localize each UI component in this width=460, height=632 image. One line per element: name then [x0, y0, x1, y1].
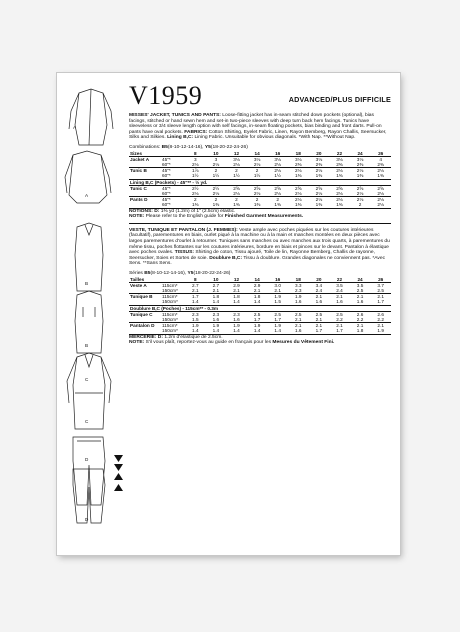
fabric-width: 150cm* [162, 287, 178, 293]
yardage-cell: 1.9 [288, 294, 309, 300]
yardage-cell: 1.7 [274, 316, 281, 322]
size-header-cell: 10 [206, 151, 227, 157]
yardage-cell: 1.9 [206, 323, 227, 329]
yardage-cell: 1⅜ [253, 202, 261, 208]
yardage-cell: 2⅛ [233, 161, 240, 167]
yardage-cell: 3.0 [267, 282, 288, 288]
yardage-cell: 1⅜ [336, 173, 343, 179]
pattern-number: V1959 [129, 81, 203, 110]
yardage-cell: 2⅛ [212, 190, 220, 196]
yardage-cell: 2⅝ [350, 185, 371, 191]
figure-label: D [85, 457, 89, 462]
yardage-cell: 2⅛ [309, 168, 330, 174]
yardage-cell: 2⅛ [329, 168, 350, 174]
yardage-cell: 1.4 [192, 299, 199, 305]
yardage-cell: 2 [226, 197, 247, 203]
yardage-cell: 2.1 [288, 323, 309, 329]
yardage-cell: 1⅜ [315, 173, 323, 179]
english-note: NOTE: Please refer to the English guide for Finished Garment Measurements. [129, 214, 304, 220]
fabric-width: 115cm* [161, 294, 185, 300]
english-body: Loose-fitting jacket has in-seam stitched down pockets (optional), bias facings, stitched or hand sewn hem and set-in two-piece sleeves with deep turn back hem facings. Tunics have sleeveless or 3/4 sleeve length option with self facings, in-seam floating pockets, bias binding and front darts. Pull-on pants have oval pockets. [129, 113, 382, 135]
yardage-cell: 2 [267, 197, 288, 203]
yardage-cell: 2⅜ [377, 161, 384, 167]
yardage-cell: 2.1 [274, 287, 281, 293]
yardage-cell: 1.6 [336, 299, 343, 305]
yardage-cell: 3.5 [329, 282, 350, 288]
english-title: MISSES' JACKET, TUNICS AND PANTS: [129, 113, 221, 118]
english-notions: NOTIONS: D: 1⅜ yd (1.2m) of 1" (2.5cm) elastic. [129, 208, 391, 215]
yardage-cell: 2⅛ [336, 190, 343, 196]
envelope-text [129, 81, 391, 346]
yardage-cell: 1½ [253, 173, 261, 179]
yardage-cell: 2.3 [185, 311, 206, 317]
yardage-cell: 2⅜ [295, 161, 302, 167]
yardage-cell: 1⅜ [356, 173, 364, 179]
yardage-cell: 1.4 [192, 328, 199, 334]
yardage-cell: 1⅜ [295, 202, 302, 208]
fabric-width: 45"* [161, 197, 185, 203]
yardage-cell: 2.1 [253, 287, 261, 293]
figure-label: C [85, 377, 89, 382]
yardage-cell: 2.9 [226, 282, 247, 288]
yardage-cell: 2⅝ [247, 185, 268, 191]
yardage-cell: 1.6 [233, 316, 240, 322]
size-header-cell: 20 [309, 151, 330, 157]
yardage-cell: 1.6 [315, 299, 323, 305]
garment-label: Tunique B [129, 294, 161, 300]
yardage-cell: 2⅛ [377, 202, 384, 208]
yardage-cell: 1.4 [253, 299, 261, 305]
fabric-width: 150cm* [162, 316, 178, 322]
fabric-width: 115cm* [161, 282, 185, 288]
lining-row-label: Doublure B,C (Poches) - 115cm** - 0.3m [129, 305, 391, 311]
yardage-cell: 2.3 [226, 311, 247, 317]
yardage-cell: 2⅛ [350, 168, 371, 174]
fabric-width: 45"* [161, 156, 185, 162]
garment-label: Jacket A [129, 156, 161, 162]
french-description [129, 228, 391, 267]
size-header-cell: 14 [247, 277, 268, 283]
french-fabrics-label: TISSUS: [174, 250, 194, 256]
yardage-cell: 1.5 [192, 316, 199, 322]
size-header-cell: 18 [288, 151, 309, 157]
yardage-cell: 3⅛ [247, 156, 268, 162]
fabric-width: 150cm* [162, 299, 178, 305]
yardage-cell: 1⅜ [233, 202, 240, 208]
size-header-cell: 10 [206, 277, 227, 283]
yardage-cell: 2.4 [336, 287, 343, 293]
yardage-cell: 2.5 [247, 311, 268, 317]
yardage-cell: 2⅛ [370, 197, 391, 203]
yardage-cell: 2⅛ [192, 190, 199, 196]
yardage-cell: 1.7 [315, 328, 323, 334]
yardage-cell: 1½ [192, 173, 199, 179]
yardage-cell: 2.1 [350, 323, 371, 329]
yardage-cell: 1.4 [212, 299, 220, 305]
yardage-cell: 1⅜ [212, 202, 220, 208]
yardage-cell: 2.2 [336, 316, 343, 322]
figure-label: D [85, 517, 89, 522]
french-series: Séries B5(8-10-12-14-16), Y5(18-20-22-24-26) [129, 270, 231, 276]
french-lining-label: Doublure B,C: [209, 255, 243, 261]
yardage-cell: 1.7 [336, 328, 343, 334]
yardage-cell: 2 [206, 197, 227, 203]
yardage-cell: 2.9 [247, 282, 268, 288]
fabric-width: 150cm* [162, 328, 178, 334]
garment-label: Tunic B [129, 168, 161, 174]
yardage-cell: 3.7 [370, 282, 391, 288]
fabric-width: 45"* [161, 185, 185, 191]
yardage-cell: 2⅛ [212, 161, 220, 167]
yardage-cell: 1⅜ [377, 173, 384, 179]
yardage-cell: 1.4 [253, 328, 261, 334]
yardage-cell: 2⅛ [309, 197, 330, 203]
yardage-cell: 3⅛ [267, 156, 288, 162]
yardage-cell: 2⅛ [267, 168, 288, 174]
yardage-cell: 1.5 [274, 299, 281, 305]
yardage-cell: 2.7 [206, 282, 227, 288]
yardage-cell: 3.5 [350, 282, 371, 288]
yardage-cell: 4 [370, 156, 391, 162]
yardage-cell: 1.9 [377, 328, 384, 334]
figure-label: C [85, 419, 89, 424]
yardage-cell: 2.3 [295, 287, 302, 293]
garment-label: Tunic C [129, 185, 161, 191]
fabric-width: 115cm* [161, 323, 185, 329]
yardage-cell: 2.5 [329, 311, 350, 317]
yardage-cell: 1.9 [247, 323, 268, 329]
figure-label: B [85, 343, 89, 348]
yardage-cell: 3.4 [309, 282, 330, 288]
yardage-cell: 2⅝ [370, 185, 391, 191]
yardage-cell: 2.1 [329, 294, 350, 300]
yardage-cell: 2⅛ [288, 197, 309, 203]
french-note: NOTE: S'il vous plaît, reportez-vous au guide en français pour les Mesures du Vêtement Fini. [129, 340, 335, 346]
yardage-cell: 2⅛ [295, 190, 302, 196]
size-header-cell: 26 [370, 151, 391, 157]
size-header-cell: 18 [288, 277, 309, 283]
yardage-cell: 2.5 [377, 287, 384, 293]
yardage-cell: 1.7 [377, 299, 384, 305]
yardage-cell: 2 [358, 202, 362, 208]
size-header-cell: 24 [350, 151, 371, 157]
yardage-cell: 2 [185, 197, 206, 203]
yardage-cell: 2⅛ [315, 190, 323, 196]
yardage-cell: 2.1 [192, 287, 199, 293]
lining-row-label: Lining B,C (Pockets) - 45"** - ½ yd. [129, 179, 391, 185]
size-header-cell: 22 [329, 151, 350, 157]
yardage-cell: 1⅜ [315, 202, 323, 208]
nap-direction-icon [114, 455, 123, 491]
yardage-cell: 3⅛ [350, 156, 371, 162]
yardage-cell: 3⅛ [226, 156, 247, 162]
garment-label: Pants D [129, 197, 161, 203]
yardage-cell: 3 [185, 156, 206, 162]
yardage-cell: 2⅛ [356, 190, 364, 196]
yardage-cell: 2.7 [185, 282, 206, 288]
yardage-cell: 2⅛ [350, 197, 371, 203]
fabric-width: 45"* [161, 168, 185, 174]
yardage-cell: 1.4 [212, 328, 220, 334]
yardage-cell: 1.7 [253, 316, 261, 322]
size-header-cell: 8 [185, 151, 206, 157]
english-fabrics: Cotton Shirting, Eyelet Fabric, Linen, Rayon Bemberg, Rayon Challis, Seersucker, Silks and Silkies. [129, 129, 387, 141]
english-combinations: Combinations: B5(8-10-12-14-16), Y5(18-20-22-24-26) [129, 144, 248, 150]
size-header-cell: 20 [309, 277, 330, 283]
yardage-cell: 2.1 [212, 287, 220, 293]
yardage-cell: 1.7 [185, 294, 206, 300]
english-description [129, 113, 391, 141]
figure-label: B [85, 281, 89, 286]
yardage-cell: 2 [206, 168, 227, 174]
yardage-cell: 2.5 [267, 311, 288, 317]
english-lining-label: Lining B,C: [167, 135, 194, 141]
yardage-cell: 2.1 [309, 294, 330, 300]
figure-label: A [73, 125, 77, 130]
yardage-cell: 2.1 [370, 323, 391, 329]
size-header-cell: 22 [329, 277, 350, 283]
yardage-cell: 1⅜ [192, 202, 199, 208]
english-fabrics-label: FABRICS: [184, 129, 208, 135]
yardage-cell: 2⅛ [233, 190, 240, 196]
yardage-cell: 1.9 [226, 323, 247, 329]
size-header-cell: 16 [267, 277, 288, 283]
yardage-cell: 1⅜ [336, 202, 343, 208]
yardage-cell: 2.1 [350, 294, 371, 300]
size-header-cell: 8 [185, 277, 206, 283]
yardage-cell: 2½ [185, 185, 206, 191]
garment-label: Pantalon D [129, 323, 161, 329]
yardage-cell: 2.1 [329, 323, 350, 329]
french-body: Veste ample avec poches piquées sur les coutures intérieures (facultatif), parementures en biais, ourlet piqué à la machine ou à la main et manches montées en deux pièces avec larges parementures d'ourlet à retourner. Tuniques sans manches ou avec manches aux trois quarts, à parementures du même tissu, poches flottantes sur les coutures intérieures, bordure en biais et pinces sur le devant. Pantalon à élastique avec poches ovales. [129, 227, 390, 256]
yardage-cell: 3⅛ [329, 156, 350, 162]
yardage-cell: 2⅛ [288, 168, 309, 174]
yardage-cell: 2 [226, 168, 247, 174]
figure-label: A [85, 193, 89, 198]
yardage-cell: 2.5 [288, 311, 309, 317]
yardage-cell: 2 [247, 197, 268, 203]
yardage-cell: 2.1 [295, 316, 302, 322]
yardage-cell: 1.9 [267, 323, 288, 329]
yardage-cell: 2⅝ [329, 185, 350, 191]
english-yardage-table [129, 151, 391, 208]
yardage-cell: 2.5 [356, 287, 364, 293]
yardage-cell: 1.6 [212, 316, 220, 322]
yardage-cell: 2⅛ [253, 161, 261, 167]
size-header-cell: 14 [247, 151, 268, 157]
fabric-width: 60"* [162, 202, 171, 208]
yardage-cell: 2⅝ [288, 185, 309, 191]
yardage-cell: 2.2 [356, 316, 364, 322]
yardage-cell: 1⅜ [295, 173, 302, 179]
english-lining: Lining Fabric. Unsuitable for obvious diagonals. *With Nap. **Without Nap. [194, 135, 356, 141]
sizes-label: Sizes [129, 151, 161, 157]
yardage-cell: 2⅛ [192, 161, 199, 167]
yardage-cell: 2½ [206, 185, 227, 191]
yardage-cell: 1.8 [356, 328, 364, 334]
french-fabrics: Shirting de coton, Tissu ajouré, Toile de lin, Rayonne Bemberg, Challis de rayonne, Seersucker, Soies et Sortes de soie. [129, 250, 375, 261]
yardage-cell: 1.6 [356, 299, 364, 305]
french-notions: MERCERIE: D: 1.2m d'élastique de 2.5cm. [129, 334, 391, 341]
yardage-cell: 2⅝ [226, 185, 247, 191]
yardage-cell: 2.1 [309, 323, 330, 329]
yardage-cell: 1.9 [185, 323, 206, 329]
yardage-cell: 2⅛ [274, 190, 281, 196]
pattern-envelope-back [57, 73, 400, 555]
yardage-cell: 2⅛ [253, 190, 261, 196]
yardage-cell: 2⅜ [315, 161, 323, 167]
yardage-cell: 1.6 [295, 299, 302, 305]
yardage-cell: 1½ [233, 173, 240, 179]
yardage-cell: 1.4 [233, 299, 240, 305]
yardage-cell: 2.2 [377, 316, 384, 322]
garment-illustrations [59, 85, 121, 525]
fabric-width: 60"* [162, 190, 171, 196]
yardage-cell: 3⅛ [288, 156, 309, 162]
yardage-cell: 2.6 [350, 311, 371, 317]
section-divider [129, 223, 391, 224]
yardage-cell: 2⅛ [370, 168, 391, 174]
yardage-cell: 1.8 [206, 294, 227, 300]
yardage-cell: 2.5 [309, 311, 330, 317]
yardage-cell: 1.4 [233, 328, 240, 334]
size-header-cell: 24 [350, 277, 371, 283]
size-header-cell: 16 [267, 151, 288, 157]
yardage-cell: 1½ [274, 173, 281, 179]
yardage-cell: 1½ [212, 173, 220, 179]
yardage-cell: 1.4 [274, 328, 281, 334]
yardage-cell: 2⅝ [309, 185, 330, 191]
yardage-cell: 1⅞ [185, 168, 206, 174]
yardage-cell: 2.1 [370, 294, 391, 300]
yardage-cell: 2⅜ [336, 161, 343, 167]
yardage-cell: 2.1 [233, 287, 240, 293]
yardage-cell: 3.3 [288, 282, 309, 288]
yardage-cell: 2⅛ [377, 190, 384, 196]
yardage-cell: 2⅛ [274, 161, 281, 167]
french-yardage-table [129, 277, 391, 334]
yardage-cell: 1.8 [247, 294, 268, 300]
sizes-label: Tailles [129, 277, 161, 283]
size-header-cell: 26 [370, 277, 391, 283]
fabric-width: 60"* [162, 161, 171, 167]
yardage-cell: 2.6 [370, 311, 391, 317]
fabric-width: 115cm* [161, 311, 185, 317]
yardage-cell: 2.3 [206, 311, 227, 317]
size-header-cell: 12 [226, 151, 247, 157]
pattern-subtitle: ADVANCED/PLUS DIFFICILE [288, 95, 391, 104]
yardage-cell: 1⅜ [274, 202, 281, 208]
yardage-cell: 2 [247, 168, 268, 174]
yardage-cell: 2⅛ [329, 197, 350, 203]
garment-label: Tunique C [129, 311, 161, 317]
yardage-cell: 1.8 [226, 294, 247, 300]
yardage-cell: 3⅛ [309, 156, 330, 162]
yardage-cell: 1.9 [267, 294, 288, 300]
fabric-width: 60"* [162, 173, 171, 179]
yardage-cell: 2.4 [315, 287, 323, 293]
french-lining: Tissu à doublure. Grandes diagonales ne conviennent pas. *Avec Sens. **Sans Sens. [129, 255, 386, 267]
size-header-cell: 12 [226, 277, 247, 283]
yardage-cell: 1.6 [295, 328, 302, 334]
yardage-cell: 2⅝ [267, 185, 288, 191]
garment-label: Veste A [129, 282, 161, 288]
yardage-cell: 3 [206, 156, 227, 162]
french-title: VESTE, TUNIQUE ET PANTALON (J. FEMMES): [129, 227, 238, 233]
yardage-cell: 2⅜ [356, 161, 364, 167]
yardage-cell: 2.1 [315, 316, 323, 322]
